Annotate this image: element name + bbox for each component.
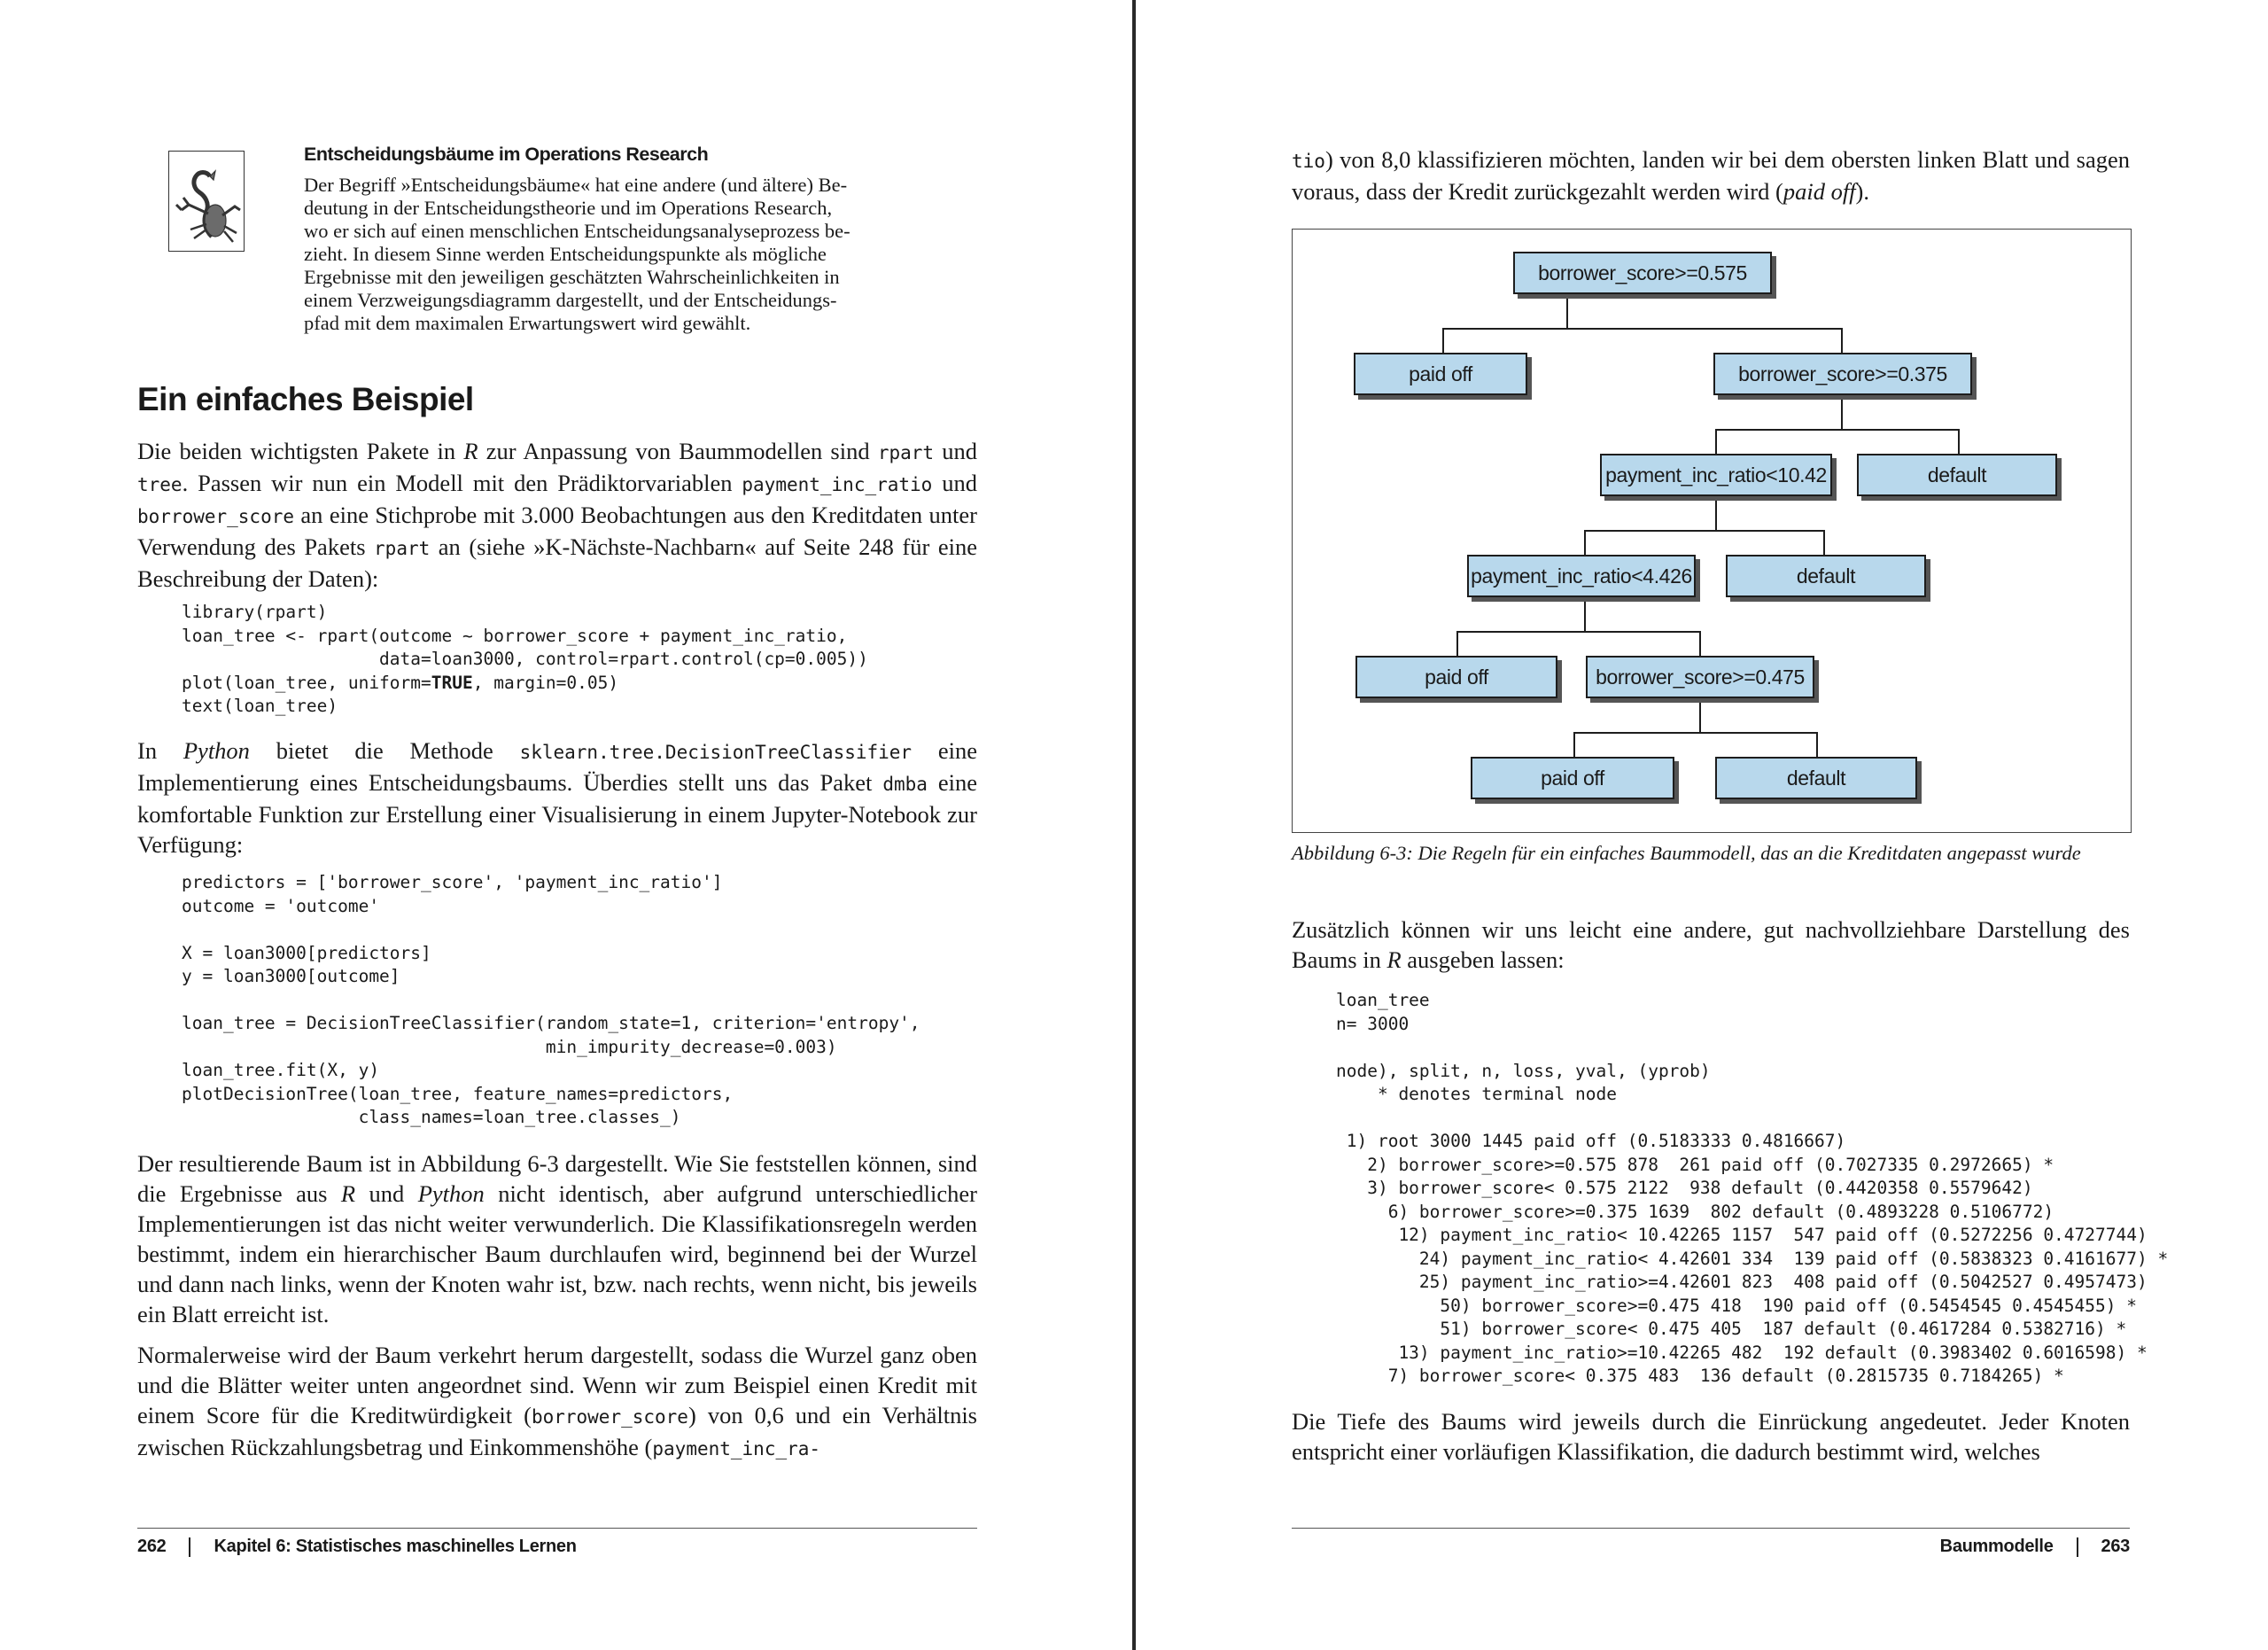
paragraph-1: Die beiden wichtigsten Pakete in R zur Anpassung von Baummodellen sind rpart und tree. Passen wir nun ein Modell mit den Prädiktorvariablen payment_inc_ratio und borrower_score an eine Stichprobe mit 3.000 Beobachtungen aus den Kreditdaten unter Verwendung des Pakets rpart an (siehe »K-Nächste-Nachbarn« auf Seite 248 für eine Beschreibung der Daten):: [137, 438, 977, 592]
tree-leaf-paid-off: paid off: [1355, 656, 1557, 698]
footer-left: [137, 1537, 577, 1557]
footer-rule-right: [1292, 1528, 2130, 1529]
chapter-title: Kapitel 6: Statistisches maschinelles Lernen: [214, 1537, 577, 1556]
tree-leaf-default: default: [1715, 757, 1917, 799]
paragraph-6: Die Tiefe des Baums wird jeweils durch die Einrückung angedeutet. Jeder Knoten entspricht einer vorläufigen Klassifikation, die dadurch bestimmt wird, welches: [1292, 1408, 2130, 1465]
tree-node-root: borrower_score>=0.575: [1513, 252, 1772, 294]
paragraph-2: In Python bietet die Methode sklearn.tree.DecisionTreeClassifier eine Implementierung eines Entscheidungsbaums. Überdies stellt uns das Paket dmba eine komfortable Funktion zur Erstellung einer Visualisierung in einem Jupyter-Notebook zur Verfügung:: [137, 737, 978, 858]
edge: [1841, 328, 1843, 353]
paragraph-4: Normalerweise wird der Baum verkehrt herum dargestellt, sodass die Wurzel ganz oben und die Blätter weiter unten angeordnet sind. Wenn wir zum Beispiel einen Kredit mit einem Score für die Kreditwürdigkeit (borrower_score) von 0,6 und ein Verhältnis zwischen Rückzahlungsbetrag und Einkommenshöhe (payment_inc_ra-: [137, 1342, 977, 1460]
edge: [1715, 498, 1717, 530]
edge: [1566, 296, 1568, 328]
edge: [1715, 429, 1717, 454]
page-number: 263: [2101, 1537, 2130, 1556]
tree-leaf-default: default: [1857, 454, 2057, 496]
figure-caption: Abbildung 6-3: Die Regeln für ein einfaches Baummodell, das an die Kreditdaten angepasst wurde: [1292, 842, 2081, 864]
tree-node-payment-inc-ratio-4426: payment_inc_ratio<4.426: [1467, 555, 1696, 597]
footer-rule-left: [137, 1528, 977, 1529]
paragraph-continued: tio) von 8,0 klassifizieren möchten, landen wir bei dem obersten linken Blatt und sagen voraus, dass der Kredit zurückgezahlt werden wird (paid off).: [1292, 146, 2130, 205]
edge: [1823, 530, 1825, 555]
edge: [1715, 429, 1960, 431]
code-block-python: predictors = ['borrower_score', 'payment_inc_ratio'] outcome = 'outcome' X = loan3000[predictors] y = loan3000[outcome] loan_tree = DecisionTreeClassifier(random_state=1, criterion='entropy', min_impurity_decrease=0.003) loan_tree.fit(X, y) plotDecisionTree(loan_tree, feature_names=predictors, class_names=loan_tree.classes_): [182, 872, 920, 1127]
edge: [1841, 397, 1843, 429]
edge: [1699, 700, 1701, 732]
edge: [1573, 732, 1818, 734]
edge: [1456, 631, 1701, 633]
edge: [1699, 631, 1701, 656]
code-block-output: loan_tree n= 3000 node), split, n, loss, yval, (yprob) * denotes terminal node 1) root 3000 1445 paid off (0.5183333 0.4816667) 2) borrower_score>=0.575 878 261 paid off (0.7027335 0.2972665) * 3) borrower_score< 0.575 2122 938 default (0.4420358 0.5579642) 6) borrower_score>=0.375 1639 802 default (0.4893228 0.5106772) 12) payment_inc_ratio< 10.42265 1157 547 paid off (0.5272256 0.4727744) 24) payment_inc_ratio< 4.42601 334 139 paid off (0.5838323 0.4161677) * 25) payment_inc_ratio>=4.42601 823 408 paid off (0.5042527 0.4957473) 50) borrower_score>=0.475 418 190 paid off (0.5454545 0.4545455) * 51) borrower_score< 0.475 405 187 default (0.4617284 0.5382716) * 13) payment_inc_ratio>=10.42265 482 192 default (0.3983402 0.6016598) * 7) borrower_score< 0.375 483 136 default (0.2815735 0.7184265) *: [1336, 990, 2169, 1386]
edge: [1958, 429, 1960, 454]
edge: [1584, 599, 1586, 631]
paragraph-3: Der resultierende Baum ist in Abbildung 6-3 dargestellt. Wie Sie feststellen können, sind die Ergebnisse aus R und Python nicht identisch, aber aufgrund unterschiedlicher Implementierungen ist das nicht weiter verwunderlich. Die Klassifikationsregeln werden bestimmt, indem ein hierarchischer Baum durchlaufen wird, beginnend bei der Wurzel und dann nach links, wenn der Knoten wahr ist, bzw. nach rechts, wenn nicht, bis jeweils ein Blatt erreicht ist.: [137, 1150, 978, 1327]
note-title: Entscheidungsbäume im Operations Research: [304, 144, 709, 165]
edge: [1573, 732, 1575, 757]
tree-node-payment-inc-ratio-1042: payment_inc_ratio<10.42: [1600, 454, 1832, 496]
paragraph-5: Zusätzlich können wir uns leicht eine andere, gut nachvollziehbare Darstellung des Baums in R ausgeben lassen:: [1292, 916, 2130, 973]
edge: [1456, 631, 1458, 656]
section-heading: Ein einfaches Beispiel: [137, 381, 474, 417]
tree-leaf-paid-off: paid off: [1471, 757, 1674, 799]
tree-node-borrower-score-0475: borrower_score>=0.475: [1586, 656, 1814, 698]
tree-leaf-default: default: [1726, 555, 1926, 597]
tree-leaf-paid-off: paid off: [1354, 353, 1527, 395]
tree-node-borrower-score-0375: borrower_score>=0.375: [1713, 353, 1972, 395]
edge: [1584, 530, 1825, 532]
footer-right: [1940, 1537, 2130, 1557]
note-body: Der Begriff »Entscheidungsbäume« hat eine andere (und ältere) Be- deutung in der Entscheidungstheorie und im Operations Research, wo er sich auf einen menschlichen Entscheidungsanalyseprozess be- zieht. In diesem Sinne werden Entscheidungspunkte als mögliche Ergebnisse mit den jeweiligen geschätzten Wahrscheinlichkeiten in einem Verzweigungsdiagramm dargestellt, und der Entscheidungs- pfad mit dem maximalen Erwartungswert wird gewählt.: [304, 174, 850, 334]
section-title: Baummodelle: [1939, 1537, 2054, 1556]
code-block-r: library(rpart) loan_tree <- rpart(outcome ~ borrower_score + payment_inc_ratio, data=loan3000, control=rpart.control(cp=0.005)) plot(loan_tree, uniform=TRUE, margin=0.05) text(loan_tree): [182, 602, 868, 716]
edge: [1584, 530, 1586, 555]
edge: [1442, 328, 1843, 330]
edge: [1816, 732, 1818, 757]
scorpion-icon: [168, 151, 245, 252]
edge: [1442, 328, 1444, 353]
page-number: 262: [137, 1537, 167, 1556]
